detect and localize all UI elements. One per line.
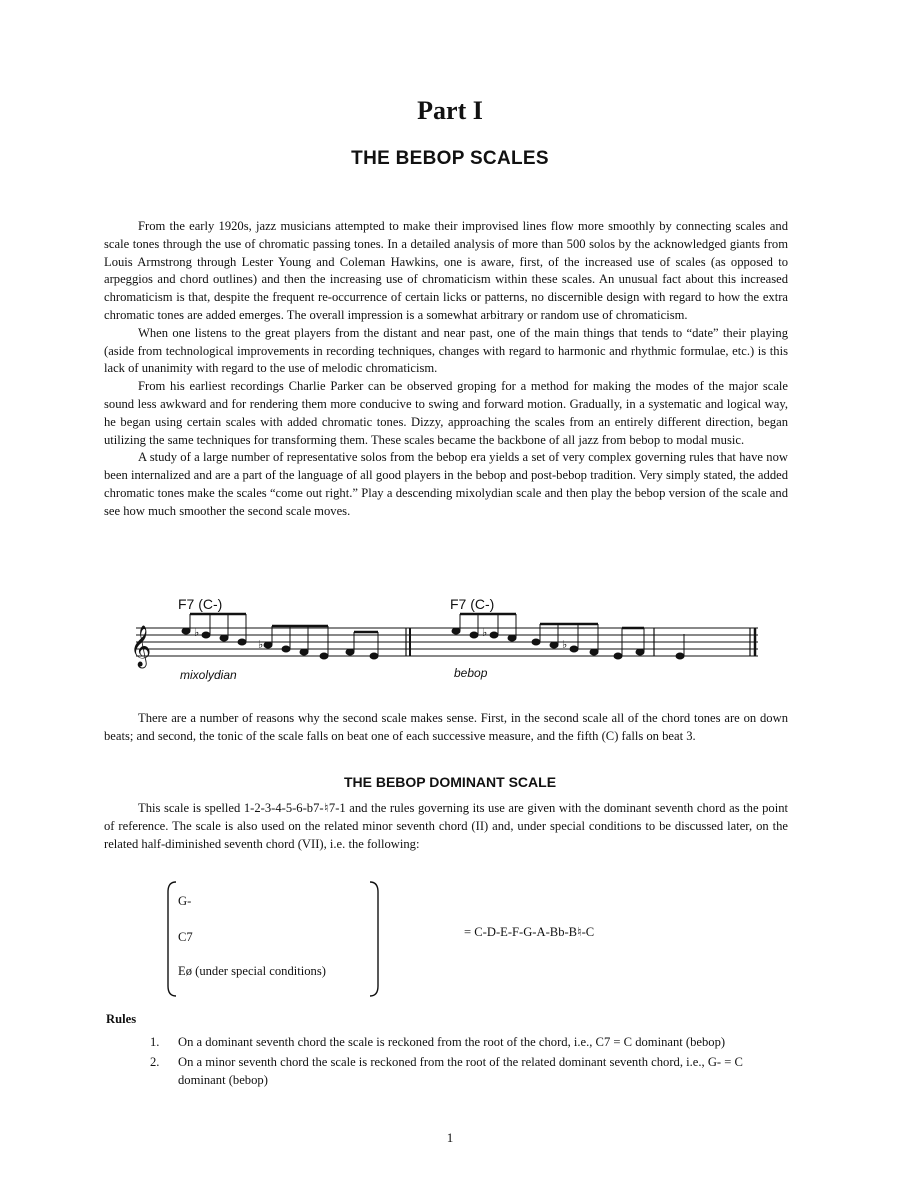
rule-number: 2.: [150, 1054, 160, 1069]
scale-label-bebop: bebop: [454, 666, 488, 680]
part-title: Part I: [417, 96, 483, 125]
music-notation-example: [128, 592, 768, 692]
intro-paragraph-3: From his earliest recordings Charlie Parker can be observed groping for a method for making the modes of the major scale sound less awkward and for rendering them more conducive to swing and forward motion. Gradually, in a systematic and logical way, he began using certain scales with added chromatic tones. Dizzy, approaching the scales from an entirely different direction, began utilizing the same techniques for transforming them. These scales became the backbone of all jazz from bebop to modal music.: [104, 379, 788, 447]
chord-bracket: [166, 880, 380, 998]
bracket-item-2: C7: [178, 930, 193, 944]
intro-paragraph-4: A study of a large number of representative solos from the bebop era yields a set of very complex governing rules that have now been internalized and are a part of the language of all good players in the bebop and post-bebop tradition. Very simply stated, the added chromatic tones make the scales “come out right.” Play a descending mixolydian scale and then play the bebop version of the scale and see how much smoother the second scale moves.: [104, 450, 788, 518]
reasons-paragraph: There are a number of reasons why the second scale makes sense. First, in the second scale all of the chord tones are on down beats; and second, the tonic of the scale falls on beat one of each successive measure, and the fifth (C) falls on beat 3.: [104, 711, 788, 743]
intro-paragraph-2: When one listens to the great players from the distant and near past, one of the main things that tends to “date” their playing (aside from technological improvements in recording techniques, changes with regard to harmonic and rhythmic formulae, etc.) is this lack of unanimity with regard to the use of melodic chromaticism.: [104, 325, 788, 376]
rule-number: 1.: [150, 1035, 160, 1049]
svg-text:♭: ♭: [258, 638, 264, 651]
chapter-title: THE BEBOP SCALES: [351, 148, 549, 169]
bracket-lines: [166, 880, 380, 998]
rule-text: On a dominant seventh chord the scale is reckoned from the root of the chord, i.e., C7 = C dominant (bebop): [178, 1035, 726, 1049]
rule-text: On a minor seventh chord the scale is reckoned from the root of the related dominant seventh chord, i.e., G- = C dominant (bebop): [178, 1054, 743, 1087]
chord-symbol-right: F7 (C-): [450, 596, 495, 612]
rules-list: [150, 1034, 790, 1091]
svg-text:♭: ♭: [194, 626, 200, 639]
scale-paragraph: This scale is spelled 1-2-3-4-5-6-b7-♮7-1 and the rules governing its use are given with the dominant seventh chord as the point of reference. The scale is also used on the related minor seventh chord (II) and, under special conditions to be discussed later, on the related half-diminished seventh chord (VII), i.e. the following:: [104, 801, 788, 851]
intro-text: [104, 218, 788, 521]
svg-text:♭: ♭: [562, 638, 568, 651]
rule-item: [150, 1054, 790, 1090]
page-number: 1: [446, 1130, 454, 1145]
svg-text:♭: ♭: [482, 626, 488, 639]
chord-symbol-left: F7 (C-): [178, 596, 223, 612]
rules-heading: Rules: [106, 1012, 137, 1026]
intro-paragraph-1: From the early 1920s, jazz musicians attempted to make their improvised lines flow more smoothly by connecting scales and scale tones through the use of chromatic passing tones. In a detailed analysis of more than 500 solos by the acknowledged giants from Louis Armstrong through Lester Young and Coleman Hawkins, one is aware, first, of the increased use of scales (as opposed to arpeggios and chord outlines) and then the increasing use of chromaticism within these scales. An unusual fact about this increased chromaticism is that, despite the frequent re-occurrence of certain licks or patterns, no discernible design with regard to how the extra chromatic tones are added emerges. The overall impression is a somewhat arbitrary or random use of chromaticism.: [104, 219, 788, 322]
rule-item: [150, 1034, 790, 1052]
scale-description: [104, 800, 788, 853]
scale-label-mixolydian: mixolydian: [180, 668, 237, 682]
reasons-text: [104, 710, 788, 746]
bracket-item-1: G-: [178, 894, 192, 908]
scale-equation: = C-D-E-F-G-A-Bb-B♮-C: [464, 925, 595, 939]
treble-clef-icon: 𝄞: [130, 626, 152, 667]
section-heading: THE BEBOP DOMINANT SCALE: [343, 774, 557, 790]
bracket-item-3: Eø (under special conditions): [178, 964, 326, 978]
